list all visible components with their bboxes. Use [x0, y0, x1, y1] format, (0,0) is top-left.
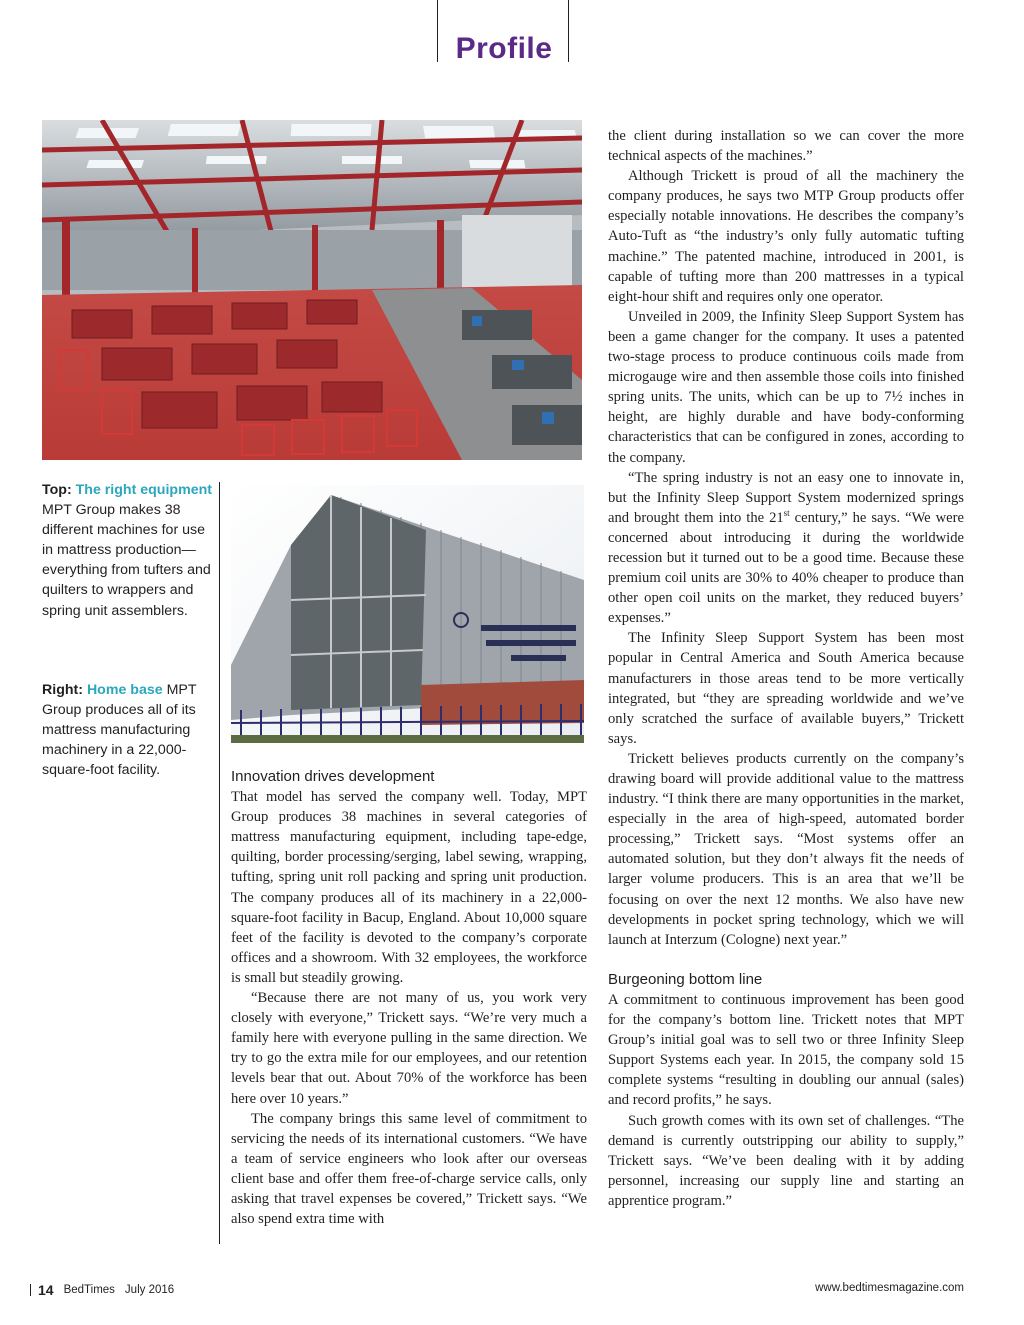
publication-name: BedTimes [63, 1284, 115, 1296]
paragraph: The Infinity Sleep Support System has been most popular in Central America and South America because manufacturers in those areas tend to be more vertically integrated, but “they are spreading worldwide and we’ve only scratched the surface of available buyers,” Trickett says. [608, 630, 964, 747]
header-rule-right [568, 0, 569, 62]
section-heading-bottom-line: Burgeoning bottom line [608, 970, 763, 988]
paragraph: A commitment to continuous improvement has been good for the company’s bottom line. Trickett notes that MPT Group’s initial goal was to sell two or three Infinity Sleep Support Systems each year. In 2015, the company sold 15 complete systems “resulting in doubling our annual (sales) and record profits,” he says. [608, 991, 964, 1109]
paragraph: Such growth comes with its own set of challenges. “The demand is currently outstripping our ability to supply,” Trickett says. “We’ve been dealing with it by adding personnel, increasing our supply line and starting an apprentice program.” [608, 1112, 964, 1209]
paragraph-part: century,” he says. “We were concerned about introducing it during the worldwide recession but it turned out to be a good time. Because these premium coil units are 30% to 40% cheaper to produce than other open coil units on the market, they reduced buyers’ expenses.” [608, 509, 964, 627]
issue-date: July 2016 [124, 1284, 175, 1296]
paragraph: The company brings this same level of commitment to servicing the needs of its international customers. “We have a team of service engineers who look after our overseas client base and offer them free-of-charge service calls, only asking that travel expenses be covered,” Trickett says. “We also spend extra time with [231, 1110, 587, 1228]
ordinal-suffix: st [783, 507, 790, 518]
article-column-right [608, 126, 964, 1211]
caption-right [42, 680, 212, 780]
page-number: 14 [38, 1282, 54, 1298]
caption-top [42, 480, 212, 621]
caption-lead: Right: [42, 682, 83, 698]
paragraph: That model has served the company well. Today, MPT Group produces 38 machines in several categories of mattress manufacturing equipment, including tape-edge, quilting, border processing/serging, label sewing, wrapping, tufting, spring unit roll packing and spring unit production. The company produces all of its machinery in a 22,000-square-foot facility in Bacup, England. About 10,000 square feet of the facility is devoted to the company’s corporate offices and a showroom. With 32 employees, the workforce is small but steadily growing. [231, 789, 587, 986]
factory-floor-photo [42, 120, 582, 460]
footer-tick [30, 1284, 31, 1296]
website-link[interactable]: www.bedtimesmagazine.com [815, 1282, 964, 1294]
header-rule-left [437, 0, 438, 62]
paragraph: “Because there are not many of us, you work very closely with everyone,” Trickett says. “We’re very much a family here with everyone pulling in the same direction. We try to go the extra mile for our employees, and our retention levels bear that out. About 70% of the workforce has been here over 10 years.” [231, 990, 587, 1107]
paragraph: Trickett believes products currently on the company’s drawing board will provide additional value to the mattress industry. “I think there are many opportunities in the market, especially in the area of high-speed, automated border processing,” Trickett says. “Most systems offer an automated solution, but they don’t always fit the needs of larger volume producers. This is an area that we’ll be focusing on over the next 12 months. We also have new developments in pocket spring technology, which we will launch at Interzum (Cologne) next year.” [608, 750, 964, 948]
section-title: Profile [455, 32, 553, 65]
paragraph-part: “The spring industry is not an easy one to innovate in, but the Infinity Sleep Support System modernized springs and brought them into the 21 [608, 469, 964, 526]
caption-lead: Top: [42, 482, 72, 498]
footer-left [30, 1282, 174, 1298]
building-exterior-photo [231, 485, 584, 743]
paragraph: the client during installation so we can cover the more technical aspects of the machines.” [608, 128, 964, 165]
caption-highlight: The right equipment [75, 482, 212, 498]
caption-text: MPT Group produces all of its mattress manufacturing machinery in a 22,000-square-foot facility. [42, 682, 197, 779]
caption-divider [219, 482, 220, 1244]
paragraph: Although Trickett is proud of all the machinery the company produces, he says two MTP Group products offer especially notable innovations. He describes the company’s Auto-Tuft as “the industry’s only fully automatic tufting machine.” The patented machine, introduced in 2001, is capable of tufting more than 200 mattresses in a typical eight-hour shift and requires only one operator. [608, 168, 964, 305]
paragraph: Unveiled in 2009, the Infinity Sleep Support System has been a game changer for the company. It uses a patented two-stage process to produce continuous coils made from microgauge wire and then assemble those coils into finished spring units. The units, which can be up to 7½ inches in height, are highly durable and have body-conforming characteristics that can be configured in zones, according to the company. [608, 308, 964, 466]
paragraph [608, 468, 964, 629]
caption-text: MPT Group makes 38 different machines for use in mattress production—everything from tufters and quilters to wrappers and spring unit assemblers. [42, 502, 211, 619]
section-heading-innovation: Innovation drives development [231, 768, 435, 785]
caption-highlight: Home base [86, 682, 163, 698]
article-column-middle [231, 767, 587, 1229]
